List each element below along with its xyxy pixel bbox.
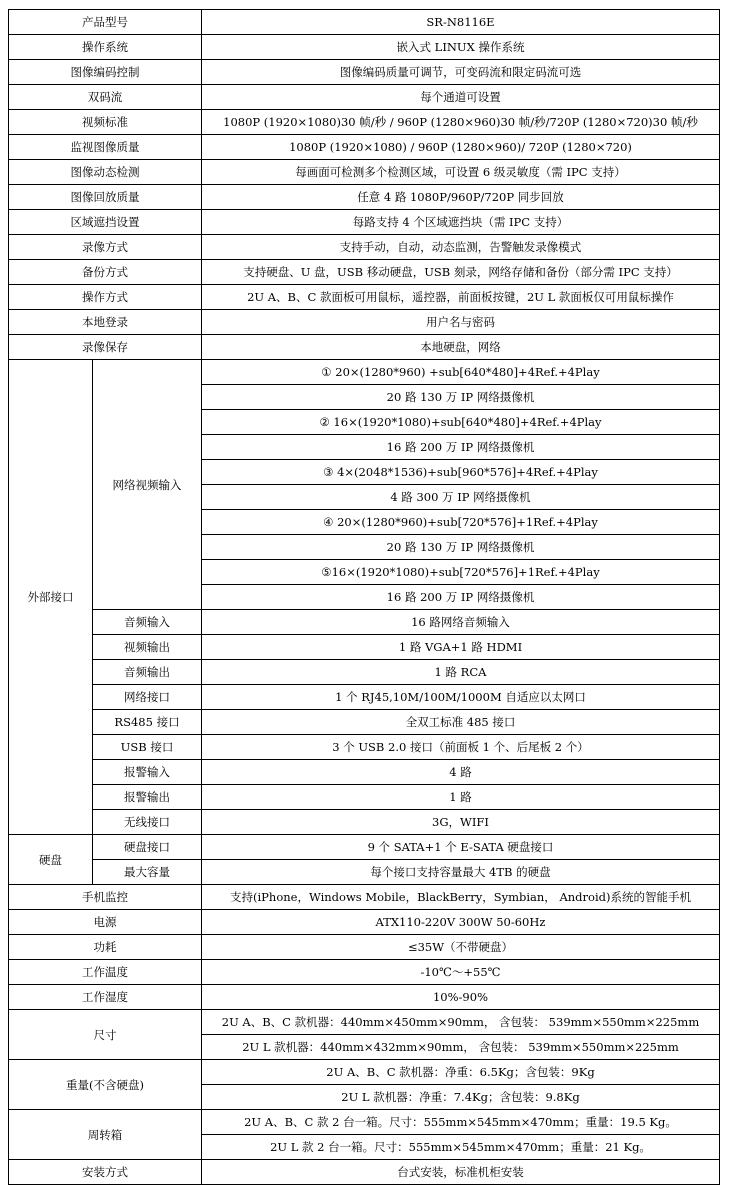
row-value: 用户名与密码 xyxy=(202,310,720,335)
table-row xyxy=(9,110,720,135)
sub-label: 视频输出 xyxy=(93,635,202,660)
sub-value: 3 个 USB 2.0 接口（前面板 1 个、后尾板 2 个） xyxy=(202,735,720,760)
row-value: 支持硬盘、U 盘，USB 移动硬盘，USB 刻录，网络存储和备份（部分需 IPC 支持） xyxy=(202,260,720,285)
table-row xyxy=(9,910,720,935)
network-video-label: 网络视频输入 xyxy=(93,360,202,610)
sub-value: 3G，WIFI xyxy=(202,810,720,835)
sub-value: 16 路网络音频输入 xyxy=(202,610,720,635)
sub-value: 1 路 VGA+1 路 HDMI xyxy=(202,635,720,660)
row-value: 图像编码质量可调节，可变码流和限定码流可选 xyxy=(202,60,720,85)
sub-label: 硬盘接口 xyxy=(93,835,202,860)
table-row xyxy=(9,860,720,885)
sub-label: 报警输入 xyxy=(93,760,202,785)
sub-label: 最大容量 xyxy=(93,860,202,885)
table-row xyxy=(9,710,720,735)
table-row xyxy=(9,635,720,660)
sub-value: 4 路 xyxy=(202,760,720,785)
install-label: 安装方式 xyxy=(9,1160,202,1185)
network-video-value: 20 路 130 万 IP 网络摄像机 xyxy=(202,535,720,560)
table-row xyxy=(9,610,720,635)
row-value: -10℃～+55℃ xyxy=(202,960,720,985)
row-label: 图像编码控制 xyxy=(9,60,202,85)
row-label: 电源 xyxy=(9,910,202,935)
table-row xyxy=(9,810,720,835)
table-row xyxy=(9,935,720,960)
sub-value: 1 个 RJ45,10M/100M/1000M 自适应以太网口 xyxy=(202,685,720,710)
spec-table xyxy=(8,9,720,1185)
row-label: 操作系统 xyxy=(9,35,202,60)
table-row xyxy=(9,210,720,235)
row-value: 任意 4 路 1080P/960P/720P 同步回放 xyxy=(202,185,720,210)
table-row xyxy=(9,1010,720,1035)
sub-label: 音频输出 xyxy=(93,660,202,685)
table-row xyxy=(9,310,720,335)
row-label: 监视图像质量 xyxy=(9,135,202,160)
row-value: 支持(iPhone，Windows Mobile，BlackBerry，Symbian， Android)系统的智能手机 xyxy=(202,885,720,910)
table-row xyxy=(9,360,720,385)
group-label-external: 外部接口 xyxy=(9,360,93,835)
sub-label: 网络接口 xyxy=(93,685,202,710)
sub-label: 报警输出 xyxy=(93,785,202,810)
row-value: 本地硬盘，网络 xyxy=(202,335,720,360)
table-row xyxy=(9,885,720,910)
row-label: 手机监控 xyxy=(9,885,202,910)
table-row xyxy=(9,960,720,985)
row-label: 本地登录 xyxy=(9,310,202,335)
table-row xyxy=(9,10,720,35)
install-value: 台式安装，标准机柜安装 xyxy=(202,1160,720,1185)
sub-value: 1 路 xyxy=(202,785,720,810)
size-value: 2U A、B、C 款机器：440mm×450mm×90mm， 含包装： 539mm×550mm×225mm xyxy=(202,1010,720,1035)
row-value: 每个通道可设置 xyxy=(202,85,720,110)
network-video-value: ② 16×(1920*1080)+sub[640*480]+4Ref.+4Play xyxy=(202,410,720,435)
table-row xyxy=(9,135,720,160)
sub-value: 1 路 RCA xyxy=(202,660,720,685)
table-row xyxy=(9,785,720,810)
sub-label: RS485 接口 xyxy=(93,710,202,735)
row-label: 视频标准 xyxy=(9,110,202,135)
table-row xyxy=(9,85,720,110)
row-label: 录像保存 xyxy=(9,335,202,360)
network-video-value: 20 路 130 万 IP 网络摄像机 xyxy=(202,385,720,410)
table-row xyxy=(9,1160,720,1185)
table-row xyxy=(9,835,720,860)
size-label: 尺寸 xyxy=(9,1010,202,1060)
row-label: 图像动态检测 xyxy=(9,160,202,185)
table-row xyxy=(9,760,720,785)
network-video-value: 4 路 300 万 IP 网络摄像机 xyxy=(202,485,720,510)
row-label: 录像方式 xyxy=(9,235,202,260)
table-row xyxy=(9,685,720,710)
row-value: SR-N8116E xyxy=(202,10,720,35)
row-value: 每路支持 4 个区域遮挡块（需 IPC 支持） xyxy=(202,210,720,235)
network-video-value: ③ 4×(2048*1536)+sub[960*576]+4Ref.+4Play xyxy=(202,460,720,485)
row-label: 产品型号 xyxy=(9,10,202,35)
carton-value: 2U L 款 2 台一箱。尺寸：555mm×545mm×470mm；重量：21 Kg。 xyxy=(202,1135,720,1160)
network-video-value: ⑤16×(1920*1080)+sub[720*576]+1Ref.+4Play xyxy=(202,560,720,585)
row-label: 图像回放质量 xyxy=(9,185,202,210)
row-value: 10%-90% xyxy=(202,985,720,1010)
table-row xyxy=(9,1110,720,1135)
sub-value: 9 个 SATA+1 个 E-SATA 硬盘接口 xyxy=(202,835,720,860)
weight-value: 2U L 款机器：净重：7.4Kg；含包装：9.8Kg xyxy=(202,1085,720,1110)
row-value: 支持手动，自动，动态监测，告警触发录像模式 xyxy=(202,235,720,260)
row-value: 1080P (1920×1080)30 帧/秒 / 960P (1280×960)30 帧/秒/720P (1280×720)30 帧/秒 xyxy=(202,110,720,135)
size-value: 2U L 款机器：440mm×432mm×90mm， 含包装： 539mm×550mm×225mm xyxy=(202,1035,720,1060)
sub-label: 无线接口 xyxy=(93,810,202,835)
row-value: 每画面可检测多个检测区域，可设置 6 级灵敏度（需 IPC 支持） xyxy=(202,160,720,185)
table-row xyxy=(9,235,720,260)
row-label: 双码流 xyxy=(9,85,202,110)
weight-value: 2U A、B、C 款机器：净重：6.5Kg；含包装：9Kg xyxy=(202,1060,720,1085)
row-label: 功耗 xyxy=(9,935,202,960)
table-row xyxy=(9,1060,720,1085)
network-video-value: ④ 20×(1280*960)+sub[720*576]+1Ref.+4Play xyxy=(202,510,720,535)
table-row xyxy=(9,185,720,210)
sub-label: USB 接口 xyxy=(93,735,202,760)
row-value: 嵌入式 LINUX 操作系统 xyxy=(202,35,720,60)
sub-value: 全双工标准 485 接口 xyxy=(202,710,720,735)
network-video-value: ① 20×(1280*960) +sub[640*480]+4Ref.+4Play xyxy=(202,360,720,385)
row-value: ATX110-220V 300W 50-60Hz xyxy=(202,910,720,935)
table-row xyxy=(9,60,720,85)
network-video-value: 16 路 200 万 IP 网络摄像机 xyxy=(202,435,720,460)
table-row xyxy=(9,35,720,60)
table-row xyxy=(9,285,720,310)
table-row xyxy=(9,660,720,685)
table-row xyxy=(9,260,720,285)
carton-value: 2U A、B、C 款 2 台一箱。尺寸：555mm×545mm×470mm；重量：19.5 Kg。 xyxy=(202,1110,720,1135)
row-label: 工作湿度 xyxy=(9,985,202,1010)
row-label: 区域遮挡设置 xyxy=(9,210,202,235)
table-row xyxy=(9,735,720,760)
weight-label: 重量(不含硬盘) xyxy=(9,1060,202,1110)
row-value: 1080P (1920×1080) / 960P (1280×960)/ 720P (1280×720) xyxy=(202,135,720,160)
row-value: 2U A、B、C 款面板可用鼠标，遥控器，前面板按键，2U L 款面板仅可用鼠标操作 xyxy=(202,285,720,310)
group-label-disk: 硬盘 xyxy=(9,835,93,885)
row-label: 工作温度 xyxy=(9,960,202,985)
row-label: 操作方式 xyxy=(9,285,202,310)
carton-label: 周转箱 xyxy=(9,1110,202,1160)
table-row xyxy=(9,335,720,360)
table-row xyxy=(9,985,720,1010)
network-video-value: 16 路 200 万 IP 网络摄像机 xyxy=(202,585,720,610)
table-row xyxy=(9,160,720,185)
sub-label: 音频输入 xyxy=(93,610,202,635)
row-value: ≤35W（不带硬盘） xyxy=(202,935,720,960)
row-label: 备份方式 xyxy=(9,260,202,285)
sub-value: 每个接口支持容量最大 4TB 的硬盘 xyxy=(202,860,720,885)
